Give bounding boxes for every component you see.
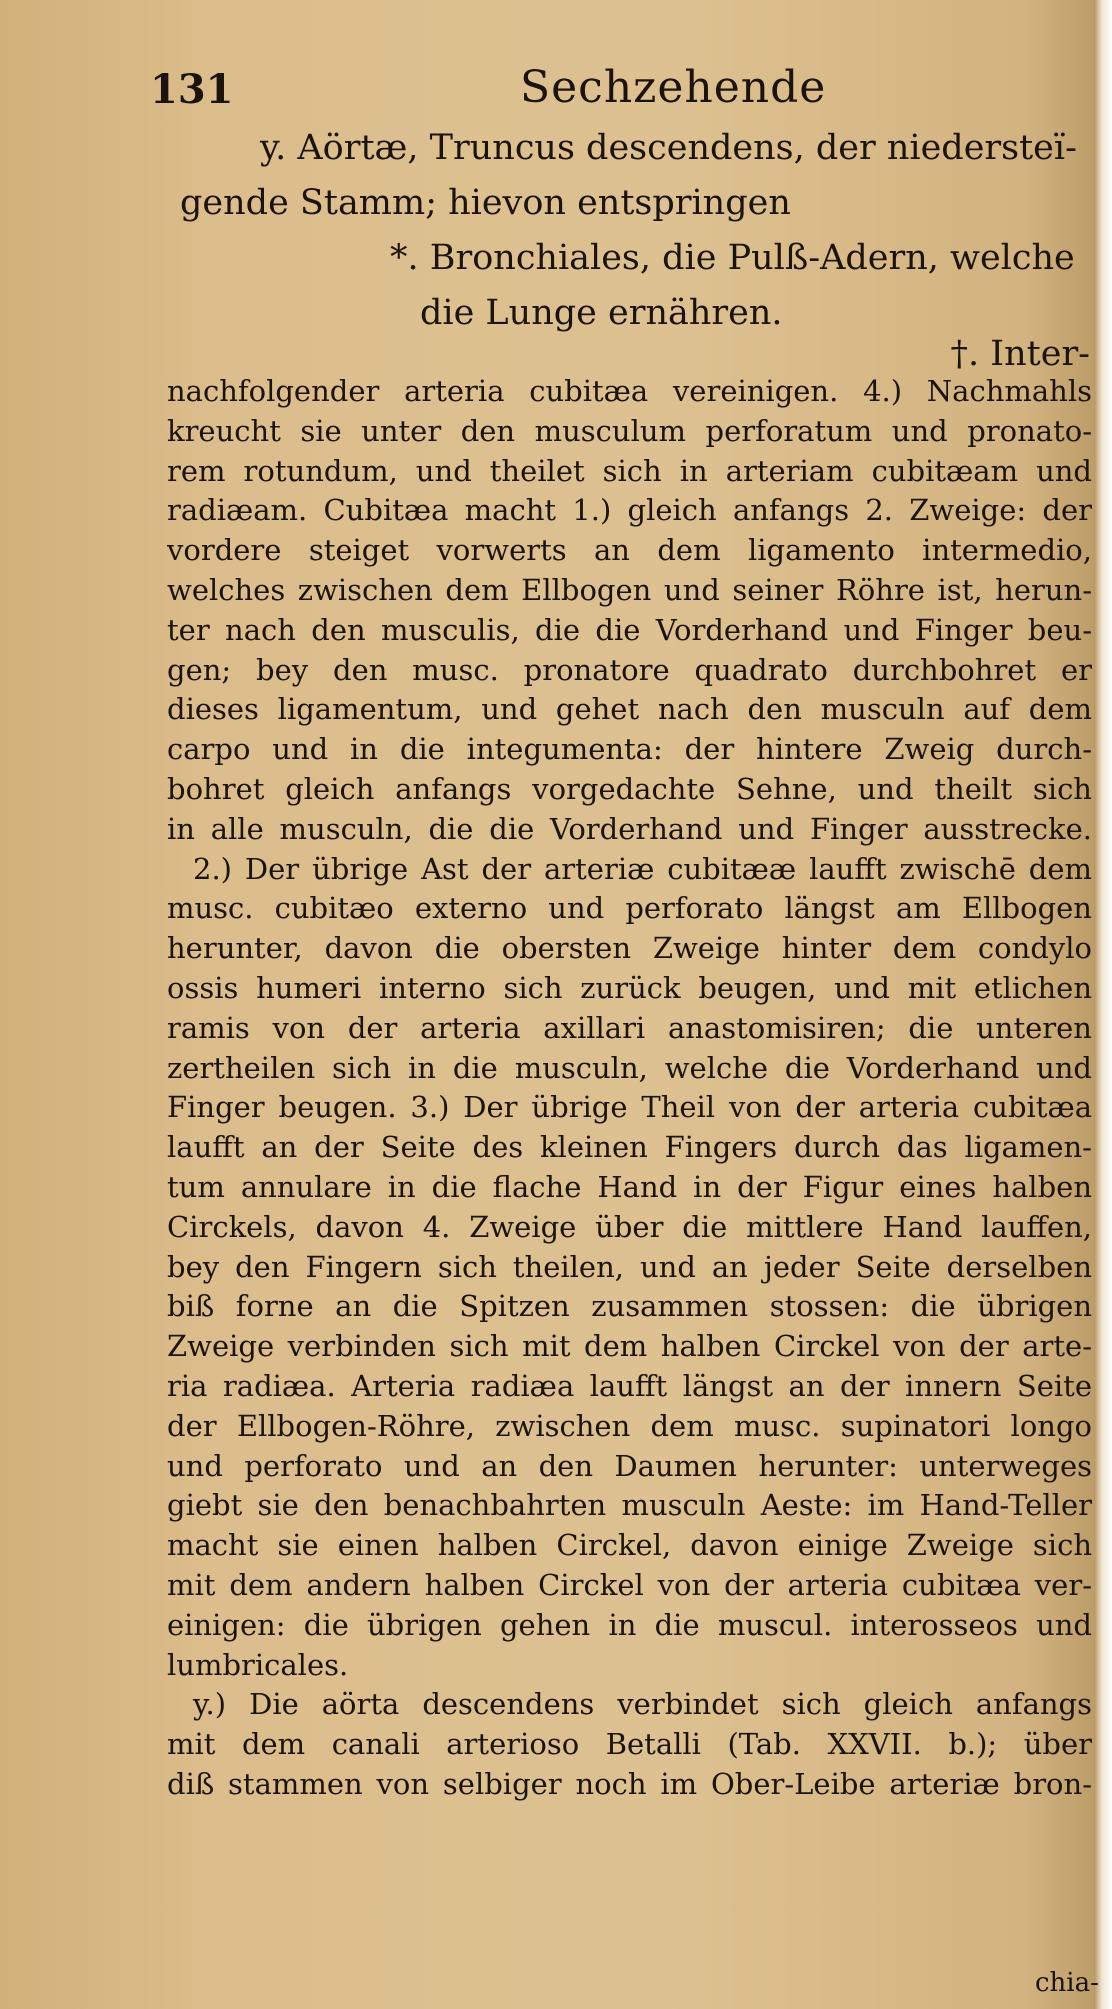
text-line: ria radiæa. Arteria radiæa laufft längst an der innern Seite (167, 1368, 1092, 1403)
text-line: diß stammen von selbiger noch im Ober-Leibe arteriæ bron- (167, 1766, 1092, 1801)
text-line: laufft an der Seite des kleinen Fingers durch das ligamen- (167, 1130, 1092, 1165)
text-line: nachfolgender arteria cubitæa vereinigen. 4.) Nachmahls (167, 374, 1092, 408)
body-text (167, 372, 1092, 1805)
text-line: der Ellbogen-Röhre, zwischen dem musc. supinatori longo (167, 1408, 1092, 1443)
text-line: herunter, davon die obersten Zweige hinter dem condylo (167, 931, 1092, 966)
text-line: biß forne an die Spitzen zusammen stossen: die übrigen (167, 1289, 1092, 1324)
text-line: y.) Die aörta descendens verbindet sich gleich anfangs (193, 1687, 1092, 1722)
intro-line-4: die Lunge ernähren. (420, 293, 783, 333)
text-line: 2.) Der übrige Ast der arteriæ cubitææ laufft zwischē dem (193, 851, 1092, 886)
text-line: in alle musculn, die die Vorderhand und Finger ausstrecke. (167, 811, 1092, 846)
page-header (150, 62, 1050, 122)
text-line: bohret gleich anfangs vorgedachte Sehne, und theilt sich (167, 771, 1092, 806)
text-line: carpo und in die integumenta: der hintere Zweig durch- (167, 732, 1092, 767)
text-line: giebt sie den benachbahrten musculn Aeste: im Hand-Teller (167, 1488, 1092, 1523)
text-line: kreucht sie unter den musculum perforatum und pronato- (167, 413, 1092, 448)
text-line: musc. cubitæo externo und perforato längst am Ellbogen (167, 891, 1092, 926)
text-line: bey den Fingern sich theilen, und an jeder Seite derselben (167, 1249, 1092, 1284)
catchword: chia- (1035, 1968, 1099, 1998)
text-line: mit dem canali arterioso Betalli (Tab. XXVII. b.); über (167, 1727, 1092, 1762)
text-line: dieses ligamentum, und gehet nach den musculn auf dem (167, 692, 1092, 727)
text-line: mit dem andern halben Circkel von der arteria cubitæa ver- (167, 1567, 1092, 1602)
text-line: ossis humeri interno sich zurück beugen, und mit etlichen (167, 970, 1092, 1005)
page-edge (1094, 0, 1112, 2009)
text-line: vordere steiget vorwerts an dem ligamento intermedio, (167, 533, 1092, 568)
text-line: rem rotundum, und theilet sich in arteriam cubitæam und (167, 453, 1092, 488)
text-line: tum annulare in die flache Hand in der Figur eines halben (167, 1169, 1092, 1204)
text-line: welches zwischen dem Ellbogen und seiner Röhre ist, herun- (167, 572, 1092, 607)
text-line: ramis von der arteria axillari anastomisiren; die unteren (167, 1010, 1092, 1045)
text-line: macht sie einen halben Circkel, davon einige Zweige sich (167, 1528, 1092, 1563)
text-line: und perforato und an den Daumen herunter: unterweges (167, 1448, 1092, 1483)
running-head: Sechzehende (520, 62, 827, 113)
page-number: 131 (150, 66, 234, 113)
text-line: einigen: die übrigen gehen in die muscul. interosseos und (167, 1607, 1092, 1642)
intro-line-3: *. Bronchiales, die Pulß-Adern, welche (390, 238, 1075, 278)
intro-line-2: gende Stamm; hievon entspringen (180, 183, 791, 223)
text-line: zertheilen sich in die musculn, welche die Vorderhand und (167, 1050, 1092, 1085)
text-line: ter nach den musculis, die die Vorderhand und Finger beu- (167, 612, 1092, 647)
text-line: Circkels, davon 4. Zweige über die mittlere Hand lauffen, (167, 1209, 1092, 1244)
text-line: Finger beugen. 3.) Der übrige Theil von der arteria cubitæa (167, 1090, 1092, 1125)
text-line: Zweige verbinden sich mit dem halben Circkel von der arte- (167, 1329, 1092, 1364)
text-line: gen; bey den musc. pronatore quadrato durchbohret er (167, 652, 1092, 687)
text-line: radiæam. Cubitæa macht 1.) gleich anfangs 2. Zweige: der (167, 493, 1092, 528)
text-line: lumbricales. (167, 1647, 349, 1682)
intro-line-1: y. Aörtæ, Truncus descendens, der niedersteï- (260, 128, 1077, 168)
intro-line-5: †. Inter- (950, 334, 1090, 374)
